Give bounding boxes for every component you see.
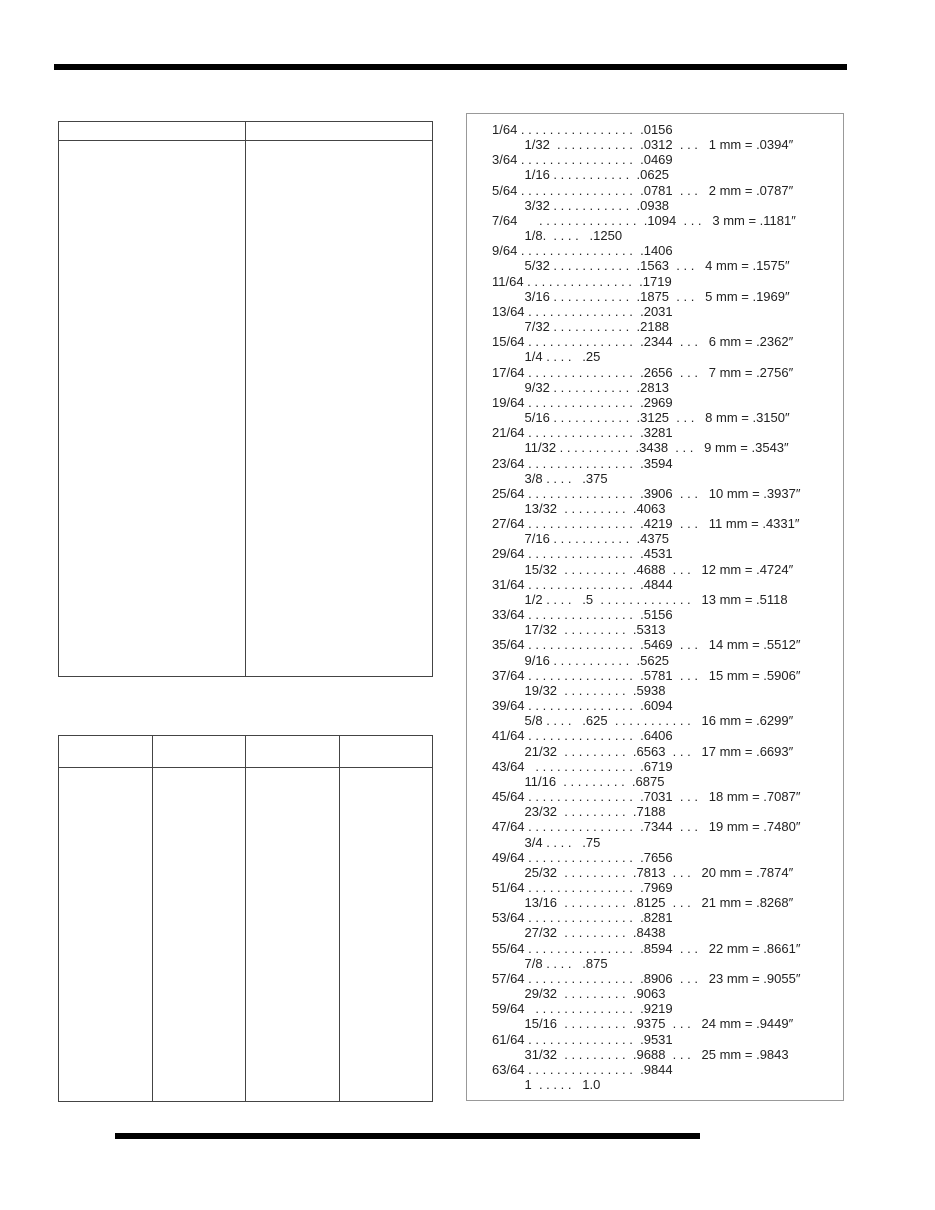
chart-row: 55/64 . . . . . . . . . . . . . . . .8594 . . . 22 mm = .8661″ xyxy=(492,940,801,956)
chart-row: 11/32 . . . . . . . . . . .3438 . . . 9 mm = .3543″ xyxy=(492,440,789,456)
table-cell xyxy=(59,141,246,677)
chart-row: 23/64 . . . . . . . . . . . . . . . .3594 xyxy=(492,455,673,471)
chart-row: 15/64 . . . . . . . . . . . . . . . .2344 . . . 6 mm = .2362″ xyxy=(492,334,794,350)
empty-table-four-column xyxy=(58,735,433,1102)
chart-row: 59/64 . . . . . . . . . . . . . . .9219 xyxy=(492,1001,673,1017)
chart-row: 51/64 . . . . . . . . . . . . . . . .7969 xyxy=(492,880,673,895)
table-cell xyxy=(246,768,340,1102)
chart-row: 5/64 . . . . . . . . . . . . . . . . .0781 . . . 2 mm = .0787″ xyxy=(492,182,794,198)
chart-row: 17/32 . . . . . . . . . .5313 xyxy=(492,622,666,638)
chart-row: 43/64 . . . . . . . . . . . . . . .6719 xyxy=(492,758,673,774)
chart-row: 13/16 . . . . . . . . . .8125 . . . 21 mm = .8268″ xyxy=(492,895,794,911)
chart-row: 1 . . . . . 1.0 xyxy=(492,1077,601,1093)
chart-row: 3/8 . . . . .375 xyxy=(492,470,608,486)
chart-row: 31/64 . . . . . . . . . . . . . . . .4844 xyxy=(492,576,673,592)
chart-row: 11/16 . . . . . . . . . .6875 xyxy=(492,773,665,789)
chart-row: 27/64 . . . . . . . . . . . . . . . .4219 . . . 11 mm = .4331″ xyxy=(492,516,800,532)
chart-row: 21/32 . . . . . . . . . .6563 . . . 17 mm = .6693″ xyxy=(492,743,794,759)
chart-row: 45/64 . . . . . . . . . . . . . . . .7031 . . . 18 mm = .7087″ xyxy=(492,789,801,805)
chart-row: 49/64 . . . . . . . . . . . . . . . .7656 xyxy=(492,849,673,865)
chart-row: 1/2 . . . . .5 . . . . . . . . . . . . . 13 mm = .5118 xyxy=(492,591,788,607)
footer-rule xyxy=(115,1133,700,1139)
table-cell xyxy=(152,768,246,1102)
chart-row: 3/32 . . . . . . . . . . . .0938 xyxy=(492,197,670,213)
chart-row: 3/64 . . . . . . . . . . . . . . . . .0469 xyxy=(492,152,673,168)
chart-row: 9/64 . . . . . . . . . . . . . . . . .1406 xyxy=(492,243,673,259)
chart-row: 39/64 . . . . . . . . . . . . . . . .6094 xyxy=(492,698,673,714)
table-cell xyxy=(339,768,433,1102)
empty-table-two-column xyxy=(58,121,433,677)
chart-row: 29/64 . . . . . . . . . . . . . . . .4531 xyxy=(492,546,673,562)
chart-row: 29/32 . . . . . . . . . .9063 xyxy=(492,986,666,1002)
table-header-cell xyxy=(339,736,433,768)
chart-row: 9/32 . . . . . . . . . . . .2813 xyxy=(492,379,670,395)
table-header-cell xyxy=(246,736,340,768)
chart-row: 7/16 . . . . . . . . . . . .4375 xyxy=(492,531,670,547)
chart-row: 33/64 . . . . . . . . . . . . . . . .5156 xyxy=(492,607,673,623)
chart-row: 1/4 . . . . .25 xyxy=(492,349,601,365)
chart-row: 1/64 . . . . . . . . . . . . . . . . .0156 xyxy=(492,122,673,137)
chart-row: 27/32 . . . . . . . . . .8438 xyxy=(492,925,666,941)
chart-row: 1/16 . . . . . . . . . . . .0625 xyxy=(492,167,670,183)
decimal-equivalent-chart xyxy=(466,113,844,1101)
chart-row: 17/64 . . . . . . . . . . . . . . . .2656 . . . 7 mm = .2756″ xyxy=(492,364,794,380)
chart-row: 25/32 . . . . . . . . . .7813 . . . 20 mm = .7874″ xyxy=(492,864,794,880)
table-cell xyxy=(246,141,433,677)
chart-row: 37/64 . . . . . . . . . . . . . . . .5781 . . . 15 mm = .5906″ xyxy=(492,667,801,683)
chart-row: 13/64 . . . . . . . . . . . . . . . .2031 xyxy=(492,303,673,319)
chart-row: 19/32 . . . . . . . . . .5938 xyxy=(492,682,666,698)
chart-row: 35/64 . . . . . . . . . . . . . . . .5469 . . . 14 mm = .5512″ xyxy=(492,637,801,653)
chart-row: 5/8 . . . . .625 . . . . . . . . . . . 16 mm = .6299″ xyxy=(492,713,794,729)
chart-row: 53/64 . . . . . . . . . . . . . . . .8281 xyxy=(492,910,673,926)
chart-row: 11/64 . . . . . . . . . . . . . . . .1719 xyxy=(492,273,672,289)
chart-row: 5/32 . . . . . . . . . . . .1563 . . . 4 mm = .1575″ xyxy=(492,258,790,274)
table-header-cell xyxy=(59,736,153,768)
chart-row: 3/16 . . . . . . . . . . . .1875 . . . 5 mm = .1969″ xyxy=(492,288,790,304)
chart-row: 13/32 . . . . . . . . . .4063 xyxy=(492,501,666,516)
table-cell xyxy=(59,768,153,1102)
chart-row: 15/16 . . . . . . . . . .9375 . . . 24 mm = .9449″ xyxy=(492,1016,794,1032)
chart-row: 1/32 . . . . . . . . . . . .0312 . . . 1 mm = .0394″ xyxy=(492,137,794,153)
chart-row: 19/64 . . . . . . . . . . . . . . . .2969 xyxy=(492,394,673,410)
chart-row: 21/64 . . . . . . . . . . . . . . . .3281 xyxy=(492,425,673,441)
chart-row: 5/16 . . . . . . . . . . . .3125 . . . 8 mm = .3150″ xyxy=(492,410,790,426)
chart-row: 9/16 . . . . . . . . . . . .5625 xyxy=(492,652,670,668)
chart-row: 23/32 . . . . . . . . . .7188 xyxy=(492,804,666,820)
chart-row: 57/64 . . . . . . . . . . . . . . . .8906 . . . 23 mm = .9055″ xyxy=(492,970,801,986)
table-header-cell xyxy=(246,122,433,141)
chart-row: 25/64 . . . . . . . . . . . . . . . .3906 . . . 10 mm = .3937″ xyxy=(492,485,801,501)
header-rule xyxy=(54,64,847,70)
table-header-cell xyxy=(59,122,246,141)
chart-row: 3/4 . . . . .75 xyxy=(492,834,601,850)
chart-row: 41/64 . . . . . . . . . . . . . . . .6406 xyxy=(492,728,673,744)
chart-row: 1/8. . . . . .1250 xyxy=(492,228,623,244)
chart-row: 63/64 . . . . . . . . . . . . . . . .9844 xyxy=(492,1061,673,1077)
chart-row: 7/32 . . . . . . . . . . . .2188 xyxy=(492,319,670,335)
chart-row: 7/64 . . . . . . . . . . . . . . .1094 . . . 3 mm = .1181″ xyxy=(492,212,796,228)
chart-row: 15/32 . . . . . . . . . .4688 . . . 12 mm = .4724″ xyxy=(492,561,794,577)
table-header-cell xyxy=(152,736,246,768)
chart-row: 61/64 . . . . . . . . . . . . . . . .9531 xyxy=(492,1031,673,1047)
chart-row: 7/8 . . . . .875 xyxy=(492,955,608,971)
chart-row: 47/64 . . . . . . . . . . . . . . . .7344 . . . 19 mm = .7480″ xyxy=(492,819,801,835)
chart-row: 31/32 . . . . . . . . . .9688 . . . 25 mm = .9843 xyxy=(492,1046,789,1062)
